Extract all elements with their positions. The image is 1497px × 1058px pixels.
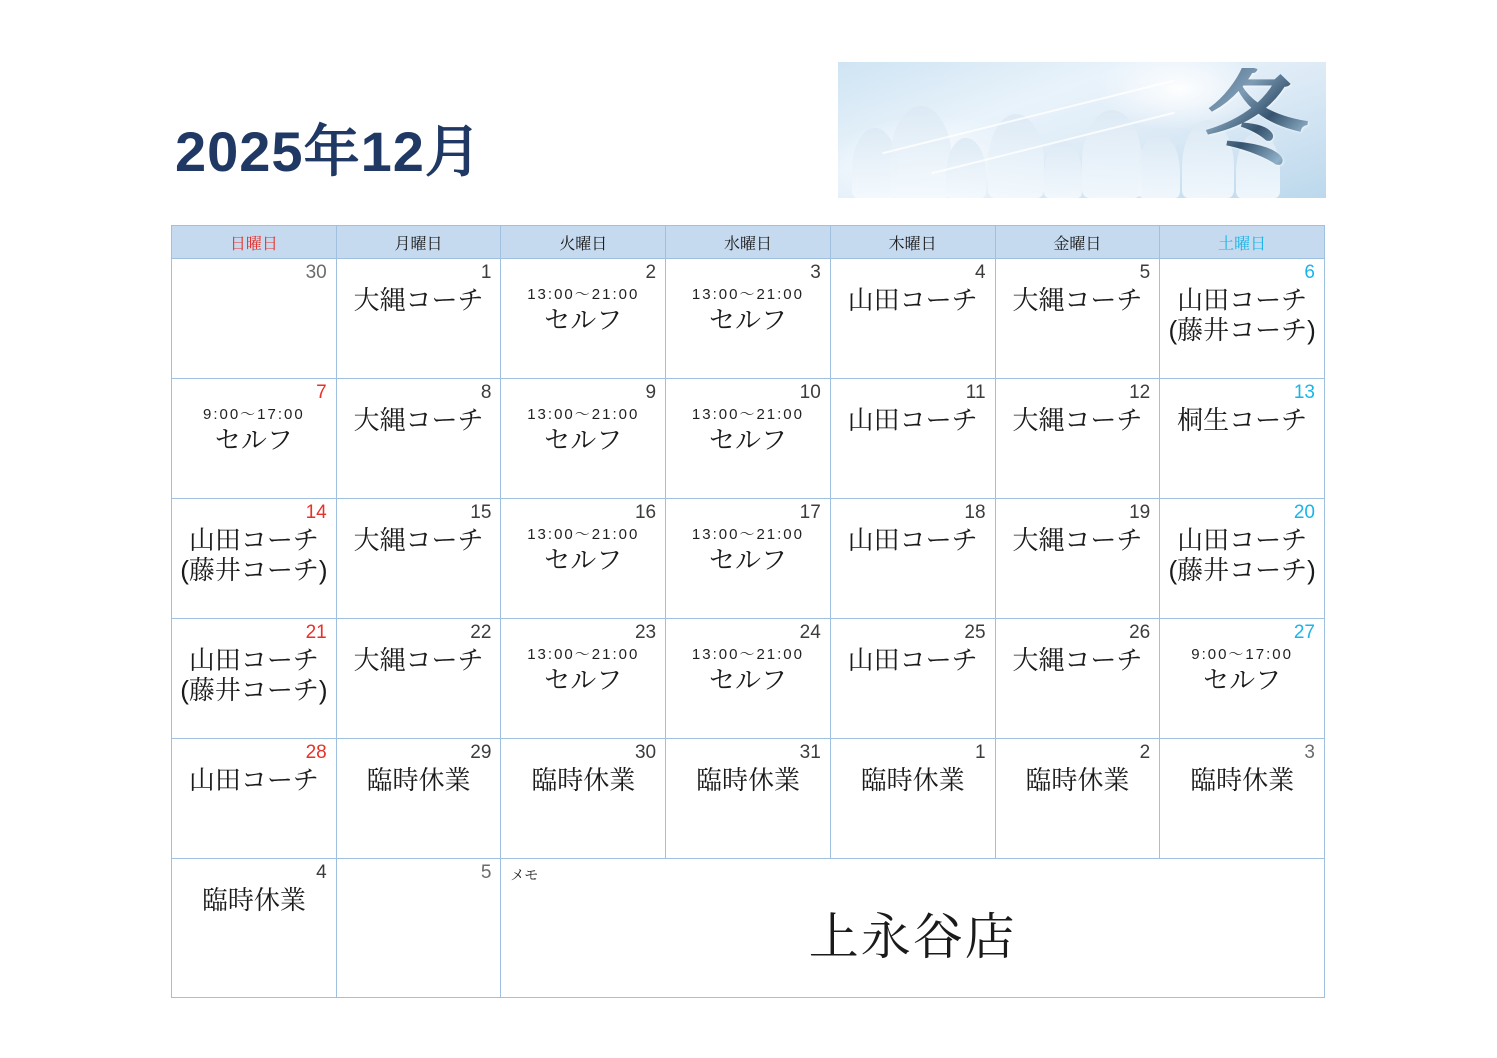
day-cell[interactable] [172,619,337,739]
day-entries [831,285,995,315]
day-cell[interactable] [501,379,666,499]
day-entry-line1: 大縄コーチ [353,525,484,555]
day-time-range: 13:00～21:00 [527,286,640,303]
calendar-week-row [172,739,1325,859]
weekday-header-wed: 水曜日 [666,226,831,259]
day-entry-line1: 桐生コーチ [1177,405,1308,435]
day-entry-line1: セルフ [708,664,787,695]
day-cell[interactable] [1160,739,1325,859]
winter-banner-image [838,62,1326,198]
day-cell[interactable] [1160,379,1325,499]
memo-cell[interactable] [501,859,1325,998]
day-entries [996,405,1160,435]
day-number: 7 [316,382,327,403]
day-time-range: 13:00～21:00 [527,406,640,423]
day-entries [831,645,995,675]
day-time-range: 13:00～21:00 [691,406,804,423]
day-number: 4 [316,862,327,883]
day-entry-line1: セルフ [1203,664,1282,695]
day-entry-line1: セルフ [544,544,623,575]
day-cell[interactable] [1160,499,1325,619]
day-entries [1160,525,1324,585]
day-number: 19 [1129,502,1151,523]
schedule-calendar [171,225,1325,998]
day-entry-line1: 臨時休業 [695,765,800,795]
day-number: 3 [1304,742,1315,763]
day-entry-line1: 大縄コーチ [353,645,484,675]
day-number: 24 [799,622,821,643]
day-number: 22 [470,622,492,643]
day-entries [337,645,501,675]
day-entry-line1: 山田コーチ [847,525,978,555]
day-entries [831,525,995,555]
day-number: 31 [799,742,821,763]
day-time-range: 13:00～21:00 [691,646,804,663]
day-cell[interactable] [666,619,831,739]
day-number: 13 [1293,382,1315,403]
shop-name: 上永谷店 [808,909,1017,965]
day-entry-line1: 山田コーチ [1177,285,1308,315]
day-number: 17 [799,502,821,523]
day-entries [337,765,501,795]
day-cell[interactable] [1160,619,1325,739]
day-entries [996,645,1160,675]
day-entry-line1: 山田コーチ [188,765,319,795]
day-entries [1160,645,1324,695]
day-entry-line1: 大縄コーチ [1012,525,1143,555]
day-cell[interactable] [336,739,501,859]
day-entries [172,765,336,795]
weekday-header-sat: 土曜日 [1160,226,1325,259]
day-entry-line1: 臨時休業 [366,765,471,795]
day-cell[interactable] [830,499,995,619]
page-title: 2025年12月 [175,120,482,183]
day-entry-line1: 大縄コーチ [353,285,484,315]
day-cell[interactable] [830,619,995,739]
day-entry-line1: セルフ [544,424,623,455]
day-entries [501,525,665,575]
day-entry-line2: (藤井コーチ) [1168,315,1316,346]
day-entry-line1: 大縄コーチ [353,405,484,435]
day-entries [172,885,336,915]
day-cell[interactable] [336,259,501,379]
day-entries [666,645,830,695]
day-cell[interactable] [830,739,995,859]
day-number: 1 [974,742,986,763]
day-entries [666,525,830,575]
day-number: 29 [470,742,492,763]
weekday-header-mon: 月曜日 [336,226,501,259]
day-entry-line1: 山田コーチ [188,645,319,675]
day-entry-line1: 大縄コーチ [1012,645,1143,675]
day-entries [501,765,665,795]
day-cell[interactable] [501,619,666,739]
memo-label: メモ [510,867,539,883]
day-entry-line1: セルフ [708,544,787,575]
day-number: 9 [645,382,657,403]
day-time-range: 13:00～21:00 [527,526,640,543]
day-number: 20 [1293,502,1315,523]
day-cell[interactable] [666,379,831,499]
day-cell[interactable] [830,259,995,379]
day-entries [666,285,830,335]
day-entry-line1: 臨時休業 [531,765,636,795]
day-cell[interactable] [995,739,1160,859]
day-entry-line2: (藤井コーチ) [180,675,328,706]
day-entries [1160,765,1324,795]
day-entries [172,405,336,455]
day-number: 14 [305,502,327,523]
day-number: 1 [480,262,492,283]
day-number: 25 [964,622,986,643]
day-number: 21 [305,622,327,643]
day-cell[interactable] [172,499,337,619]
day-entries [666,405,830,455]
day-entry-line1: セルフ [544,664,623,695]
day-entry-line1: 山田コーチ [847,285,978,315]
day-entry-line1: 臨時休業 [860,765,965,795]
day-number: 26 [1129,622,1151,643]
day-entry-line1: 臨時休業 [1190,765,1295,795]
day-number: 6 [1304,262,1315,283]
calendar-week-row [172,499,1325,619]
day-entry-line1: 大縄コーチ [1012,405,1143,435]
day-cell[interactable] [172,859,337,998]
day-number: 8 [480,382,492,403]
day-number: 2 [1139,742,1151,763]
day-cell[interactable] [172,379,337,499]
day-cell[interactable] [336,619,501,739]
day-entries [501,285,665,335]
day-number: 5 [480,862,492,883]
day-entries [172,525,336,585]
weekday-header-thu: 木曜日 [830,226,995,259]
day-entries [996,765,1160,795]
day-entries [501,645,665,695]
day-cell[interactable] [666,739,831,859]
day-time-range: 9:00～17:00 [202,406,305,423]
day-number: 15 [470,502,492,523]
day-entries [337,525,501,555]
day-cell[interactable] [501,499,666,619]
day-cell[interactable] [336,499,501,619]
day-number: 16 [634,502,657,523]
calendar-week-row [172,619,1325,739]
day-cell[interactable] [501,739,666,859]
day-entry-line1: セルフ [708,304,787,335]
day-cell[interactable] [501,259,666,379]
day-entries [1160,405,1324,435]
day-entry-line1: 山田コーチ [188,525,319,555]
day-entries [996,285,1160,315]
day-entries [831,405,995,435]
calendar-week-row [172,259,1325,379]
day-time-range: 9:00～17:00 [1191,646,1293,663]
day-entry-line2: (藤井コーチ) [180,555,328,586]
day-number: 28 [305,742,327,763]
day-entry-line2: (藤井コーチ) [1168,555,1316,586]
day-entry-line1: 大縄コーチ [1012,285,1143,315]
day-time-range: 13:00～21:00 [691,286,804,303]
banner-kanji-text: 冬 [1203,62,1308,178]
day-number: 30 [305,262,327,283]
weekday-header-tue: 火曜日 [501,226,666,259]
day-entries [501,405,665,455]
day-number: 12 [1129,382,1151,403]
calendar-header-row [172,226,1325,259]
day-cell[interactable] [1160,259,1325,379]
day-entry-line1: 山田コーチ [847,645,978,675]
day-entries [666,765,830,795]
day-cell[interactable] [995,379,1160,499]
day-entries [337,285,501,315]
day-entries [996,525,1160,555]
day-time-range: 13:00～21:00 [527,646,640,663]
day-number: 27 [1293,622,1315,643]
day-number: 10 [799,382,821,403]
day-number: 11 [965,382,986,403]
day-time-range: 13:00～21:00 [691,526,804,543]
day-cell[interactable] [995,619,1160,739]
day-entry-line1: 臨時休業 [1025,765,1130,795]
calendar-week-row [172,379,1325,499]
day-cell[interactable] [666,499,831,619]
day-cell[interactable] [336,859,501,998]
day-entry-line1: 山田コーチ [1177,525,1308,555]
day-cell[interactable] [172,259,337,379]
page-header [0,0,1497,215]
day-number: 18 [964,502,986,523]
day-entry-line1: セルフ [708,424,787,455]
day-cell[interactable] [666,259,831,379]
day-cell[interactable] [336,379,501,499]
day-number: 3 [810,262,821,283]
day-entries [337,405,501,435]
day-entry-line1: セルフ [214,424,293,455]
day-entry-line1: セルフ [544,304,623,335]
weekday-header-sun: 日曜日 [172,226,337,259]
day-number: 30 [634,742,657,763]
day-cell[interactable] [995,259,1160,379]
day-cell[interactable] [172,739,337,859]
day-entries [831,765,995,795]
day-number: 23 [634,622,657,643]
day-entries [172,645,336,705]
weekday-header-fri: 金曜日 [995,226,1160,259]
day-entries [1160,285,1324,345]
day-cell[interactable] [995,499,1160,619]
day-number: 2 [645,262,657,283]
calendar-footer-row [172,859,1325,998]
day-entry-line1: 山田コーチ [847,405,978,435]
day-cell[interactable] [830,379,995,499]
day-entry-line1: 臨時休業 [201,885,306,915]
day-number: 5 [1139,262,1151,283]
day-number: 4 [974,262,986,283]
